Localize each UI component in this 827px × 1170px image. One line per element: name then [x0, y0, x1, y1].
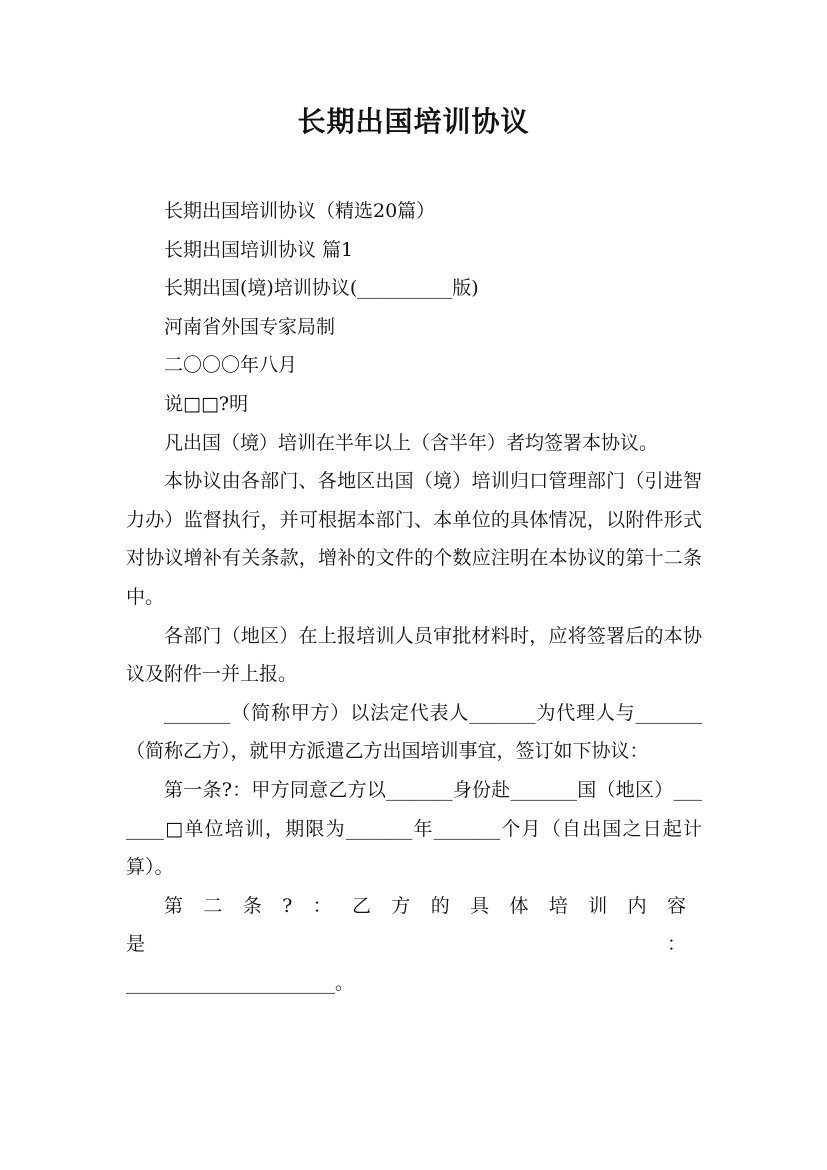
paragraph-submission: 各部门（地区）在上报培训人员审批材料时，应将签署后的本协议及附件一并上报。: [126, 624, 702, 686]
document-body: [126, 192, 702, 1002]
paragraph-explanation-heading: 说□□?明: [164, 392, 249, 415]
paragraph-article-two-blank: ______________________。: [126, 971, 355, 994]
paragraph-parties: _______（简称甲方）以法定代表人_______为代理人与_______（简称乙方），就甲方派遣乙方出国培训事宜，签订如下协议：: [126, 701, 702, 763]
paragraph-article-one: 第一条?：甲方同意乙方以_______身份赴_______国（地区）_______□单位培训，期限为_______年_______个月（自出国之日起计算）。: [126, 778, 702, 879]
paragraph-subtitle: 长期出国培训协议（精选20篇）: [164, 200, 436, 222]
paragraph-date: 二〇〇〇年八月: [164, 354, 298, 377]
paragraph-supervision: 本协议由各部门、各地区出国（境）培训归口管理部门（引进智力办）监督执行，并可根据本部门、本单位的具体情况，以附件形式对协议增补有关条款，增补的文件的个数应注明在本协议的第十二条中。: [126, 470, 702, 608]
paragraph-scope: 凡出国（境）培训在半年以上（含半年）者均签署本协议。: [164, 431, 659, 454]
paragraph-article-two-heading: 第二条?：乙方的具体培训内容是：: [126, 894, 702, 956]
document-title: 长期出国培训协议: [297, 105, 530, 138]
paragraph-section-label: 长期出国培训协议 篇1: [164, 238, 354, 261]
paragraph-issuer: 河南省外国专家局制: [164, 315, 336, 338]
paragraph-agreement-name: 长期出国(境)培训协议(__________版): [164, 277, 479, 300]
